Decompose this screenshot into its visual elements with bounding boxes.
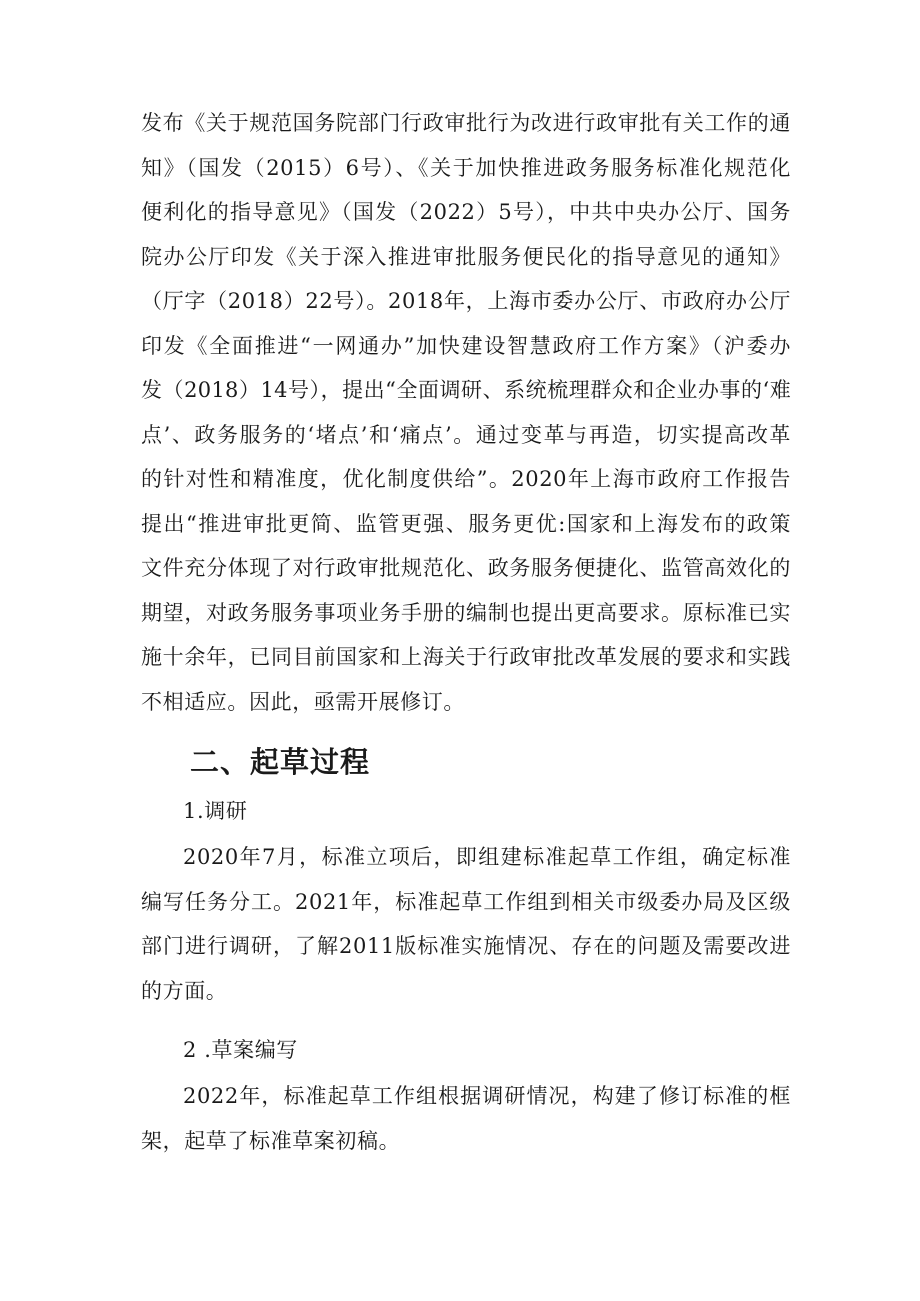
subsection-title-drafting: 2 .草案编写 bbox=[183, 1038, 298, 1062]
paragraph-line: 部门进行调研，了解2011版标准实施情况、存在的问题及需要改进 bbox=[141, 934, 791, 958]
paragraph-line: 发布《关于规范国务院部门行政审批行为改进行政审批有关工作的通 bbox=[141, 111, 791, 135]
paragraph-line: 架，起草了标准草案初稿。 bbox=[141, 1128, 401, 1153]
paragraph-line: 点’、政务服务的‘堵点’和‘痛点’。通过变革与再造，切实提高改革 bbox=[141, 422, 791, 447]
paragraph-line: 的针对性和精准度，优化制度供给”。2020年上海市政府工作报告 bbox=[141, 467, 791, 491]
drafting-paragraph bbox=[141, 1074, 791, 1163]
paragraph-line: 2022年，标准起草工作组根据调研情况，构建了修订标准的框 bbox=[183, 1084, 791, 1108]
paragraph-line: 文件充分体现了对行政审批规范化、政务服务便捷化、监管高效化的 bbox=[141, 556, 791, 580]
paragraph-line: 2020年7月，标准立项后，即组建标准起草工作组，确定标准 bbox=[183, 845, 791, 869]
paragraph-line: 知》（国发（2015）6号）、《关于加快推进政务服务标准化规范化 bbox=[141, 155, 791, 180]
paragraph-line: 印发《全面推进“一网通办”加快建设智慧政府工作方案》（沪委办 bbox=[141, 333, 791, 358]
section-heading: 二、起草过程 bbox=[190, 745, 371, 779]
paragraph-line: 发（2018）14号），提出“全面调研、系统梳理群众和企业办事的‘难 bbox=[141, 378, 791, 402]
paragraph-line: 不相适应。因此，亟需开展修订。 bbox=[141, 689, 465, 714]
paragraph-line: 施十余年，已同目前国家和上海关于行政审批改革发展的要求和实践 bbox=[141, 645, 791, 669]
paragraph-line: 期望，对政务服务事项业务手册的编制也提出更高要求。原标准已实 bbox=[141, 600, 791, 625]
subsection-title-research: 1.调研 bbox=[183, 799, 248, 823]
paragraph-line: 的方面。 bbox=[141, 978, 228, 1003]
paragraph-line: 院办公厅印发《关于深入推进审批服务便民化的指导意见的通知》 bbox=[141, 244, 791, 269]
paragraph-line: 提出“推进审批更简、监管更强、服务更优:国家和上海发布的政策 bbox=[141, 511, 791, 536]
research-paragraph bbox=[141, 835, 791, 1013]
background-paragraph bbox=[141, 101, 791, 724]
paragraph-line: （厅字（2018）22号）。2018年，上海市委办公厅、市政府办公厅 bbox=[141, 289, 791, 313]
paragraph-line: 便利化的指导意见》（国发（2022）5号），中共中央办公厅、国务 bbox=[141, 200, 791, 224]
paragraph-line: 编写任务分工。2021年，标准起草工作组到相关市级委办局及区级 bbox=[141, 889, 791, 914]
